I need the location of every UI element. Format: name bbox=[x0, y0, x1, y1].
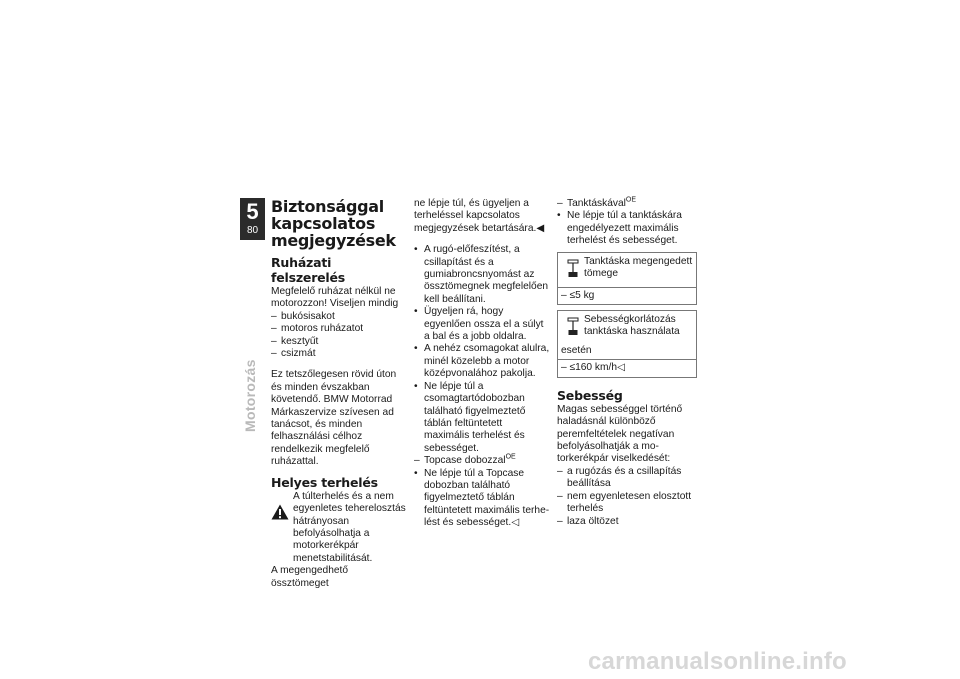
load-list bbox=[414, 244, 550, 529]
list-item: – laza öltözet bbox=[557, 515, 619, 527]
list-item: – csizmát bbox=[271, 348, 316, 360]
list-item: • A rugó-előfeszítést, a csillapítást és a gumiabroncsnyomást az össztömegnek megfelelően kell beállítani. bbox=[414, 244, 549, 305]
load-warning bbox=[271, 491, 406, 565]
tank-speed-value: ≤160 km/h◁ bbox=[569, 362, 625, 374]
load-heading: Helyes terhelés bbox=[271, 474, 378, 490]
list-item: – Tanktáskával$^{OE}$ bbox=[557, 196, 637, 209]
list-item: – Topcase dobozzal$^{OE}$ bbox=[414, 453, 516, 467]
clothing-intro: Megfelelő ruházat nélkül ne motorozzon! Viseljen mindig bbox=[271, 286, 399, 310]
optional-equipment-mark: OE bbox=[505, 453, 516, 461]
list-item: – motoros ruházatot bbox=[271, 323, 364, 335]
chapter-side-label: Motorozás bbox=[242, 359, 258, 432]
column-1 bbox=[271, 198, 406, 590]
optional-equipment-mark: OE bbox=[625, 196, 637, 204]
speed-paragraph: Magas sebességgel történő haladásnál különböző peremfeltételek negatívan befolyásolhatják a motorkerékpár viselkedését: bbox=[557, 403, 683, 465]
section-title: Biztonsággal kapcsolatos megjegyzések bbox=[271, 197, 396, 250]
speed-heading: Sebesség bbox=[557, 387, 623, 403]
column-2 bbox=[414, 198, 550, 530]
load-tail: A megengedhető össztömeget bbox=[271, 565, 349, 589]
tank-list bbox=[557, 198, 697, 248]
list-item: – a rugózás és a csillapítás beállítása bbox=[557, 465, 682, 490]
clothing-list bbox=[271, 311, 406, 361]
tank-weight-value: ≤5 kg bbox=[569, 289, 595, 301]
tank-speed-label: Sebességkorlátozás tanktáska használata bbox=[584, 314, 680, 338]
watermark: carmanualsonline.info bbox=[588, 648, 847, 675]
list-item: – nem egyenletesen elosztott terhelés bbox=[557, 490, 692, 515]
weight-scale-icon bbox=[567, 317, 579, 337]
list-item: • Ügyeljen rá, hogy egyenlően ossza el a súlyt a bal és a jobb oldalra. bbox=[414, 306, 544, 343]
tank-speed-label-extra: esetén bbox=[561, 345, 592, 357]
weight-scale-icon bbox=[567, 259, 579, 279]
page-number: 80 bbox=[246, 225, 259, 236]
tank-weight-label: Tanktáska megengedett tömege bbox=[584, 255, 693, 280]
column-3 bbox=[557, 198, 697, 528]
tank-speed-box: Sebességkorlátozás tanktáska használata esetén – ≤160 km/h◁ bbox=[557, 310, 697, 378]
chapter-number: 5 bbox=[246, 199, 259, 224]
tank-weight-box: Tanktáska megengedett tömege – ≤5 kg bbox=[557, 252, 697, 305]
chapter-tab bbox=[240, 198, 265, 240]
list-item: • Ne lépje túl a tanktáskára engedélyezett maximális terhelést és sebességet. bbox=[557, 210, 682, 247]
list-item: • A nehéz csomagokat alulra, minél közelebb a motor középvonalához pakolja. bbox=[414, 343, 550, 380]
warning-triangle-icon bbox=[271, 504, 289, 520]
speed-list bbox=[557, 466, 697, 528]
list-item: • Ne lépje túl a csomagtartódobozban található figyelmeztető táblán feltüntetett maximális terhelést és sebességet. bbox=[414, 380, 526, 454]
warning-text: A túlterhelés és a nem egyenletes teherelosztás hátrányosan befolyásolhatja a motorkerékpár menetstabilitását. bbox=[293, 490, 406, 564]
list-item: – bukósisakot bbox=[271, 310, 335, 322]
clothing-heading: Ruházati felszerelés bbox=[271, 255, 346, 285]
list-item: • Ne lépje túl a Topcase dobozban található figyelmeztető táblán feltüntetett maximális terhelést és sebességet.◁ bbox=[414, 467, 550, 529]
clothing-paragraph: Ez tetszőlegesen rövid úton és minden évszakban követendő. BMW Motorrad Márkaszervize szívesen ad tanácsot, és minden felhasználási célhoz rendelkezik megfelelő ruházattal. bbox=[271, 369, 397, 468]
list-item: – kesztyűt bbox=[271, 335, 319, 347]
load-continued: ne lépje túl, és ügyeljen a terheléssel kapcsolatos megjegyzések betartására.◀ bbox=[414, 198, 545, 234]
